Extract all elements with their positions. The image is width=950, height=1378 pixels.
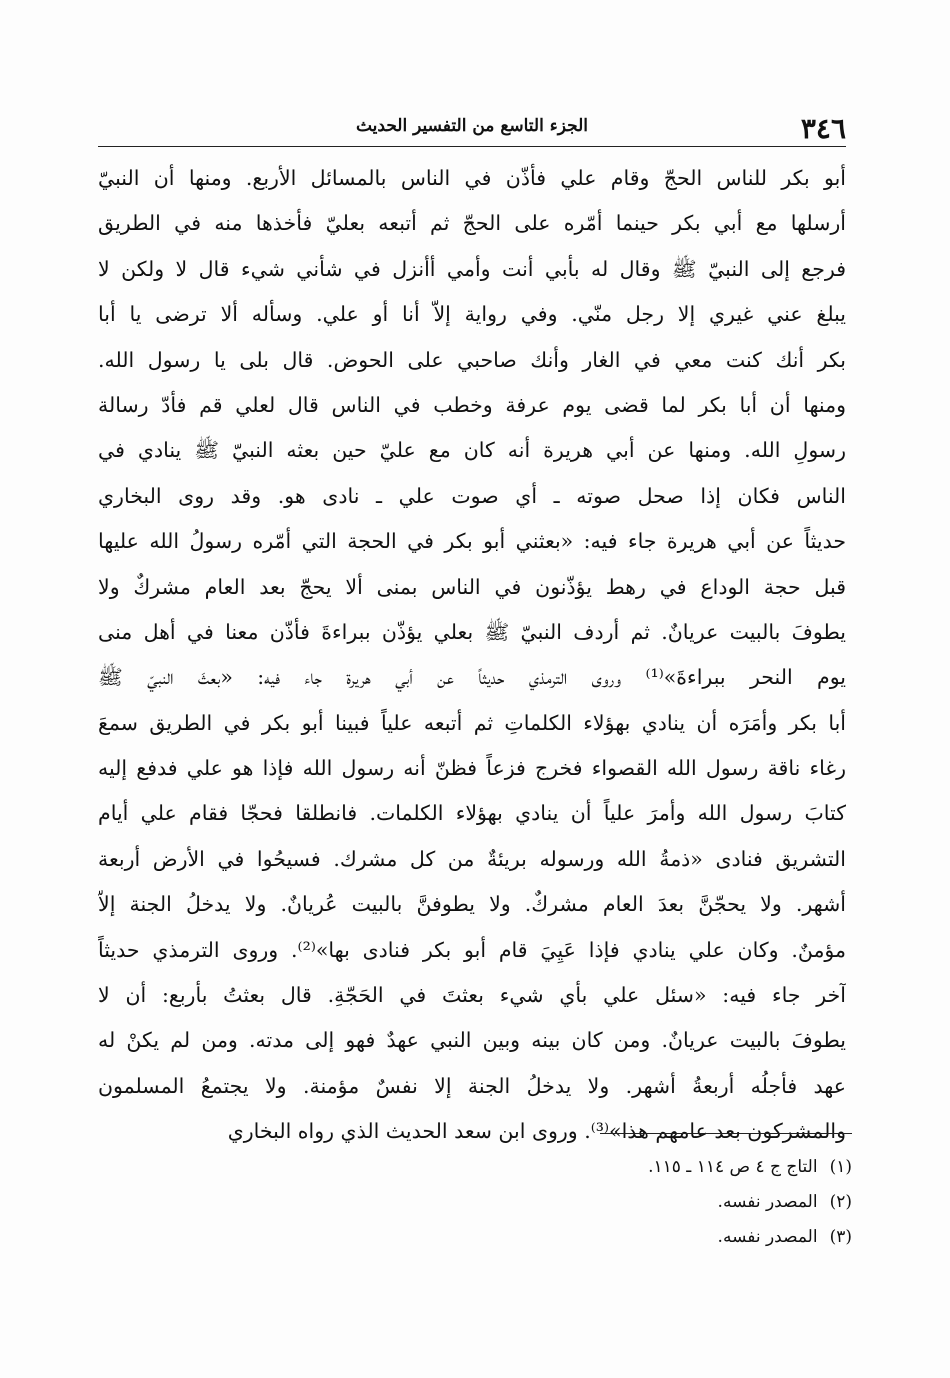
footnote-number: (١) xyxy=(829,1157,852,1177)
footnote xyxy=(352,1220,852,1255)
text-line: أبو بكر للناس الحجّ وقام علي فأذّن في الناس بالمسائل الأربع. ومنها أن النبيّ xyxy=(98,166,846,190)
text-line: عهد فأجلُه أربعةُ أشهر. ولا يدخلُ الجنة إلا نفسٌ مؤمنة. ولا يجتمعُ المسلمون xyxy=(98,1073,846,1098)
footnote xyxy=(352,1185,852,1220)
footnote-number: (٣) xyxy=(829,1227,852,1247)
text-line: الناس فكان إذا صحل صوته ـ أي صوت علي ـ نادى هو. وقد روى البخاري xyxy=(98,483,846,508)
text-line: أبا بكر وأمَرَه أن ينادي بهؤلاء الكلماتِ ثم أتبعه علياً فبينا أبو بكر في الطريق سمعَ xyxy=(98,710,846,735)
text-line: يبلغ عني غيري إلا رجل منّي. وفي رواية إلاّ أنا أو علي. وسأله ألا ترضى يا أبا xyxy=(98,302,846,327)
footnote xyxy=(352,1150,852,1185)
text-line: مؤمنٌ. وكان علي ينادي فإذا عَيِيَ قام أبو بكر فنادى بها»⁽²⁾. وروى الترمذي حديثاً xyxy=(98,937,846,962)
text-line: آخر جاء فيه: «سئل علي بأي شيء بعثتَ في الحَجّةِ. قال بعثتُ بأربع: أن لا xyxy=(98,983,846,1008)
text-line: رسولِ الله. ومنها عن أبي هريرة أنه كان مع عليّ حين بعثه النبيّ ﷺ ينادي في xyxy=(98,438,846,463)
text-line: ومنها أن أبا بكر لما قضى يوم عرفة وخطب في الناس قال لعلي قم فأدّ رسالة xyxy=(98,392,846,417)
text-line: يطوفَ بالبيت عريانٌ. ثم أردف النبيّ ﷺ بعلي يؤذّن ببراءةَ فأذّن معنا في أهل منى xyxy=(98,619,846,644)
text-line: التشريق فنادى «ذمةُ الله ورسوله بريئةٌ من كل مشرك. فسيحُوا في الأرض أربعة xyxy=(98,846,846,871)
text-line: يطوفَ بالبيت عريانٌ. ومن كان بينه وبين النبي عهدٌ فهو إلى مدته. ومن لم يكنْ له xyxy=(98,1028,846,1053)
page-number: ٣٤٦ xyxy=(800,112,846,145)
text-line: أرسلها مع أبي بكر حينما أمّره على الحجّ ثم أتبعه بعليّ فأخذها منه في الطريق xyxy=(98,211,846,236)
text-line: كتابَ رسول الله وأمرَ علياً أن ينادي بهؤلاء الكلمات. فانطلقا فحجّا فقام علي أيام xyxy=(98,801,846,826)
footnote-text: التاج ج ٤ ص ١١٤ ـ ١١٥. xyxy=(648,1157,818,1177)
footnote-text: المصدر نفسه. xyxy=(717,1227,818,1247)
text-line: أشهر. ولا يحجّنَّ بعدَ العام مشركٌ. ولا يطوفنَّ بالبيت عُريانٌ. ولا يدخلُ الجنة إلاّ xyxy=(98,892,846,917)
text-line: فرجع إلى النبيّ ﷺ وقال له بأبي أنت وأمي أأنزل في شأني شيء قال لا ولكن لا xyxy=(98,256,846,281)
page-header xyxy=(98,110,846,147)
footnote-text: المصدر نفسه. xyxy=(717,1192,818,1212)
text-line: رغاء ناقة رسول الله القصواء فخرج فزعاً فظنّ أنه رسول الله فإذا هو علي فدفع إليه xyxy=(98,756,846,781)
text-line: بكر أنك كنت معي في الغار وأنك صاحبي على الحوض. قال بلى يا رسول الله. xyxy=(98,347,846,372)
footnote-divider xyxy=(600,1133,852,1134)
text-line: حديثاً عن أبي هريرة جاء فيه: «بعثني أبو بكر في الحجة التي أمّره رسولُ الله عليها xyxy=(98,529,846,554)
text-line: والمشركون بعد عامهم هذا»⁽³⁾. وروى ابن سعد الحديث الذي رواه البخاري xyxy=(227,1119,846,1144)
text-line: يوم النحر ببراءةَ»⁽¹⁾ وروى الترمذي حديثاً عن أبي هريرة جاء فيه: «بعثَ النبيّ ﷺ xyxy=(98,665,846,690)
main-text xyxy=(98,156,846,1155)
footnote-number: (٢) xyxy=(829,1192,852,1212)
footnotes xyxy=(352,1150,852,1255)
running-title: الجزء التاسع من التفسير الحديث xyxy=(355,116,588,136)
text-line: قبل حجة الوداع في رهط يؤذّنون في الناس بمنى ألا يحجّ بعد العام مشركٌ ولا xyxy=(98,574,846,599)
